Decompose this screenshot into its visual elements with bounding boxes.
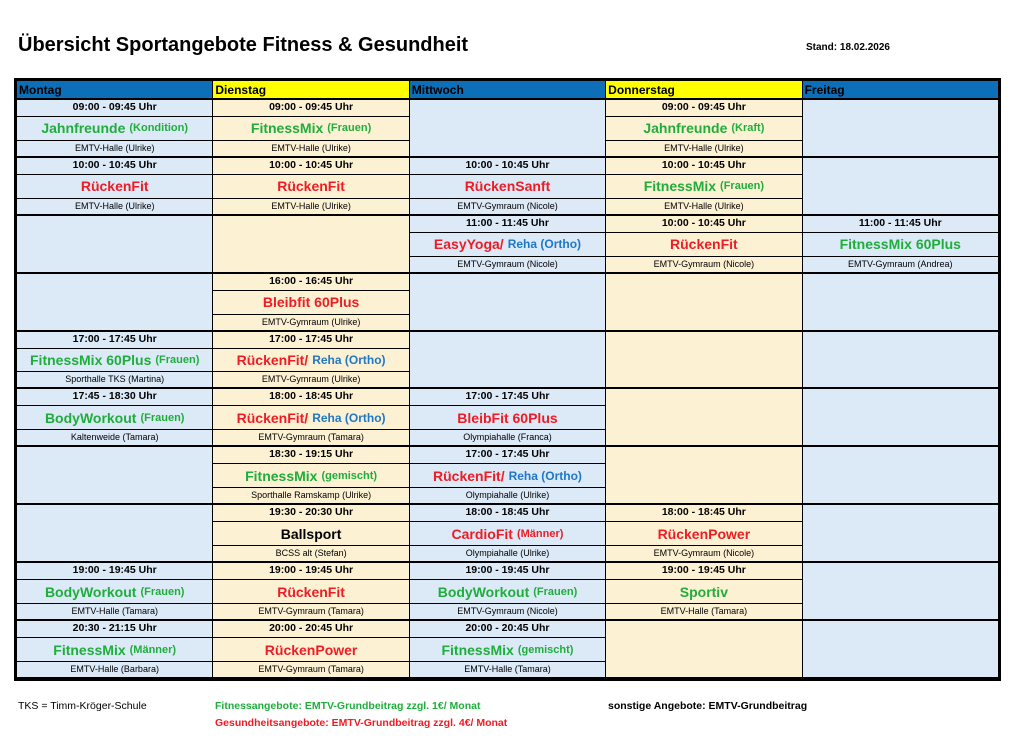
day-header-monday: Montag xyxy=(17,81,213,100)
course-card xyxy=(803,216,998,272)
stand-date: Stand: 18.02.2026 xyxy=(806,42,890,53)
course-time: 09:00 - 09:45 Uhr xyxy=(213,100,408,117)
course-name: FitnessMix xyxy=(441,641,514,658)
footnote-health-price: Gesundheitsangebote: EMTV-Grundbeitrag zzgl. 4€/ Monat xyxy=(215,717,508,729)
course-slot-wednesday xyxy=(409,504,605,562)
course-slot-thursday xyxy=(606,157,802,215)
course-location: EMTV-Halle (Ulrike) xyxy=(606,140,801,156)
empty-slot-monday xyxy=(17,215,213,273)
course-card xyxy=(606,563,801,619)
empty-slot-friday xyxy=(802,99,998,157)
course-title xyxy=(606,233,801,256)
course-card xyxy=(213,621,408,677)
course-title xyxy=(410,233,605,256)
course-time: 19:00 - 19:45 Uhr xyxy=(213,563,408,580)
empty-slot-monday xyxy=(17,273,213,331)
course-location: EMTV-Halle (Ulrike) xyxy=(213,198,408,214)
course-slot-tuesday xyxy=(213,504,409,562)
course-time: 18:00 - 18:45 Uhr xyxy=(213,389,408,406)
course-card xyxy=(17,389,212,445)
course-location: Olympiahalle (Ulrike) xyxy=(410,487,605,503)
course-card xyxy=(410,158,605,214)
course-name: FitnessMix xyxy=(245,467,318,484)
course-slot-wednesday xyxy=(409,157,605,215)
course-name: Jahnfreunde xyxy=(643,120,728,137)
course-slot-monday xyxy=(17,388,213,446)
course-location: Sporthalle Ramskamp (Ulrike) xyxy=(213,487,408,503)
course-location: Olympiahalle (Ulrike) xyxy=(410,545,605,561)
course-time: 19:00 - 19:45 Uhr xyxy=(606,563,801,580)
course-title xyxy=(213,522,408,545)
course-card xyxy=(213,158,408,214)
course-name: FitnessMix xyxy=(643,178,717,195)
course-time: 17:45 - 18:30 Uhr xyxy=(17,389,212,406)
header-row xyxy=(17,81,999,100)
course-title xyxy=(213,175,408,198)
course-name: Sportiv xyxy=(679,583,728,600)
empty-slot-friday xyxy=(802,331,998,389)
course-name: RückenFit/ xyxy=(236,409,309,426)
empty-slot-friday xyxy=(802,562,998,620)
footnote-tks: TKS = Timm-Kröger-Schule xyxy=(18,700,147,712)
course-time: 10:00 - 10:45 Uhr xyxy=(606,216,801,233)
course-slot-thursday xyxy=(606,562,802,620)
course-name: BodyWorkout xyxy=(437,583,530,600)
course-name: Jahnfreunde xyxy=(41,120,126,137)
course-location: EMTV-Halle (Barbara) xyxy=(17,661,212,677)
schedule-row xyxy=(17,157,999,215)
day-header-friday: Freitag xyxy=(802,81,998,100)
schedule-row xyxy=(17,273,999,331)
course-card xyxy=(17,158,212,214)
course-card xyxy=(213,332,408,388)
course-time: 20:30 - 21:15 Uhr xyxy=(17,621,212,638)
course-name: Bleibfit 60Plus xyxy=(262,294,360,311)
course-slot-tuesday xyxy=(213,562,409,620)
course-title xyxy=(17,406,212,429)
course-subtitle: (Frauen) xyxy=(327,122,372,135)
course-location: EMTV-Gymraum (Andrea) xyxy=(803,256,998,272)
empty-slot-thursday xyxy=(606,388,802,446)
course-title xyxy=(213,349,408,372)
course-title xyxy=(606,175,801,198)
course-time: 20:00 - 20:45 Uhr xyxy=(410,621,605,638)
course-card xyxy=(410,505,605,561)
course-card xyxy=(213,274,408,330)
course-slot-wednesday xyxy=(409,215,605,273)
schedule-row xyxy=(17,562,999,620)
course-slot-monday xyxy=(17,620,213,678)
course-card xyxy=(213,505,408,561)
empty-slot-monday xyxy=(17,446,213,504)
course-location: EMTV-Gymraum (Ulrike) xyxy=(213,314,408,330)
empty-slot-thursday xyxy=(606,331,802,389)
course-time: 17:00 - 17:45 Uhr xyxy=(410,447,605,464)
course-name: RückenFit xyxy=(670,236,738,253)
course-title xyxy=(17,349,212,372)
empty-slot-friday xyxy=(802,157,998,215)
course-card xyxy=(410,216,605,272)
course-card xyxy=(606,505,801,561)
course-slot-wednesday xyxy=(409,446,605,504)
course-time: 19:00 - 19:45 Uhr xyxy=(410,563,605,580)
empty-slot-friday xyxy=(802,273,998,331)
course-title xyxy=(213,580,408,603)
course-subtitle: Reha (Ortho) xyxy=(312,353,386,367)
course-time: 11:00 - 11:45 Uhr xyxy=(803,216,998,233)
course-title xyxy=(213,406,408,429)
course-card xyxy=(17,563,212,619)
course-time: 09:00 - 09:45 Uhr xyxy=(17,100,212,117)
course-title xyxy=(17,175,212,198)
course-slot-tuesday xyxy=(213,446,409,504)
course-location: EMTV-Halle (Ulrike) xyxy=(213,140,408,156)
course-title xyxy=(410,638,605,661)
empty-slot-friday xyxy=(802,620,998,678)
course-subtitle: (Männer) xyxy=(516,527,564,540)
course-slot-tuesday xyxy=(213,388,409,446)
course-time: 17:00 - 17:45 Uhr xyxy=(17,332,212,349)
course-time: 10:00 - 10:45 Uhr xyxy=(410,158,605,175)
course-time: 19:30 - 20:30 Uhr xyxy=(213,505,408,522)
course-slot-wednesday xyxy=(409,562,605,620)
empty-slot-wednesday xyxy=(409,273,605,331)
course-location: EMTV-Gymraum (Nicole) xyxy=(410,256,605,272)
course-card xyxy=(213,389,408,445)
day-header-tuesday: Dienstag xyxy=(213,81,409,100)
course-card xyxy=(606,100,801,156)
day-header-wednesday: Mittwoch xyxy=(409,81,605,100)
course-time: 18:30 - 19:15 Uhr xyxy=(213,447,408,464)
course-location: EMTV-Gymraum (Nicole) xyxy=(410,603,605,619)
schedule-row xyxy=(17,331,999,389)
schedule-row xyxy=(17,446,999,504)
course-location: Kaltenweide (Tamara) xyxy=(17,429,212,445)
course-name: FitnessMix 60Plus xyxy=(30,352,152,368)
course-location: EMTV-Gymraum (Tamara) xyxy=(213,661,408,677)
course-title xyxy=(803,233,998,256)
course-subtitle: (Frauen) xyxy=(140,411,185,424)
schedule-row xyxy=(17,215,999,273)
course-slot-tuesday xyxy=(213,99,409,157)
course-time: 10:00 - 10:45 Uhr xyxy=(606,158,801,175)
course-subtitle: (Frauen) xyxy=(533,585,578,598)
course-slot-monday xyxy=(17,562,213,620)
course-title xyxy=(213,464,408,487)
course-subtitle: (Männer) xyxy=(129,643,177,656)
course-title xyxy=(410,522,605,545)
course-name: FitnessMix 60Plus xyxy=(839,236,961,253)
course-subtitle: (Frauen) xyxy=(720,180,765,193)
footnote-fitness-price: Fitnessangebote: EMTV-Grundbeitrag zzgl. 1€/ Monat xyxy=(215,700,481,712)
footnote-other-price: sonstige Angebote: EMTV-Grundbeitrag xyxy=(608,700,808,712)
course-subtitle: Reha (Ortho) xyxy=(508,468,582,483)
course-title xyxy=(17,638,212,661)
course-subtitle: (Frauen) xyxy=(140,585,185,598)
course-location: EMTV-Halle (Tamara) xyxy=(606,603,801,619)
course-subtitle: Reha (Ortho) xyxy=(507,237,582,252)
course-subtitle: (Kraft) xyxy=(731,122,765,135)
course-name: RückenPower xyxy=(264,641,358,658)
empty-slot-wednesday xyxy=(409,331,605,389)
course-title xyxy=(213,638,408,661)
course-title xyxy=(606,580,801,603)
course-location: BCSS alt (Stefan) xyxy=(213,545,408,561)
course-name: BodyWorkout xyxy=(44,409,137,426)
course-subtitle: (Frauen) xyxy=(155,354,200,366)
course-slot-wednesday xyxy=(409,388,605,446)
empty-slot-tuesday xyxy=(213,215,409,273)
day-header-thursday: Donnerstag xyxy=(606,81,802,100)
course-slot-monday xyxy=(17,331,213,389)
course-time: 19:00 - 19:45 Uhr xyxy=(17,563,212,580)
course-subtitle: (gemischt) xyxy=(321,469,378,482)
schedule-row xyxy=(17,388,999,446)
course-card xyxy=(410,621,605,677)
course-card xyxy=(213,447,408,503)
empty-slot-friday xyxy=(802,504,998,562)
course-name: RückenPower xyxy=(657,525,751,542)
course-location: EMTV-Gymraum (Nicole) xyxy=(606,256,801,272)
course-location: EMTV-Halle (Ulrike) xyxy=(606,198,801,214)
course-card xyxy=(410,389,605,445)
course-location: EMTV-Halle (Tamara) xyxy=(17,603,212,619)
empty-slot-thursday xyxy=(606,446,802,504)
empty-slot-wednesday xyxy=(409,99,605,157)
course-location: EMTV-Gymraum (Tamara) xyxy=(213,429,408,445)
course-title xyxy=(410,580,605,603)
course-card xyxy=(410,563,605,619)
course-name: EasyYoga/ xyxy=(433,236,504,253)
course-location: EMTV-Halle (Tamara) xyxy=(410,661,605,677)
course-name: BleibFit 60Plus xyxy=(457,409,558,426)
schedule-row xyxy=(17,620,999,678)
course-card xyxy=(606,158,801,214)
empty-slot-thursday xyxy=(606,273,802,331)
course-title xyxy=(410,406,605,429)
course-slot-thursday xyxy=(606,99,802,157)
course-location: EMTV-Halle (Ulrike) xyxy=(17,198,212,214)
course-title xyxy=(606,522,801,545)
course-location: EMTV-Halle (Ulrike) xyxy=(17,140,212,156)
course-slot-wednesday xyxy=(409,620,605,678)
course-location: Sporthalle TKS (Martina) xyxy=(17,371,212,387)
course-time: 18:00 - 18:45 Uhr xyxy=(606,505,801,522)
course-subtitle: (gemischt) xyxy=(517,643,574,656)
course-card xyxy=(213,100,408,156)
course-name: FitnessMix xyxy=(53,641,126,658)
course-time: 09:00 - 09:45 Uhr xyxy=(606,100,801,117)
course-title xyxy=(410,464,605,487)
course-time: 18:00 - 18:45 Uhr xyxy=(410,505,605,522)
course-card xyxy=(17,100,212,156)
course-location: EMTV-Gymraum (Nicole) xyxy=(410,198,605,214)
course-slot-tuesday xyxy=(213,157,409,215)
course-card xyxy=(17,621,212,677)
course-slot-thursday xyxy=(606,215,802,273)
course-location: EMTV-Gymraum (Ulrike) xyxy=(213,371,408,387)
course-name: RückenFit/ xyxy=(433,467,505,484)
course-name: RückenSanft xyxy=(464,178,551,195)
empty-slot-thursday xyxy=(606,620,802,678)
course-name: RückenFit xyxy=(80,178,149,195)
course-time: 16:00 - 16:45 Uhr xyxy=(213,274,408,291)
course-time: 20:00 - 20:45 Uhr xyxy=(213,621,408,638)
course-name: BodyWorkout xyxy=(44,583,137,600)
course-name: RückenFit xyxy=(277,178,345,195)
course-slot-monday xyxy=(17,99,213,157)
course-time: 11:00 - 11:45 Uhr xyxy=(410,216,605,233)
course-card xyxy=(410,447,605,503)
course-name: RückenFit xyxy=(277,583,345,600)
schedule-row xyxy=(17,504,999,562)
course-subtitle: (Kondition) xyxy=(129,122,189,135)
course-time: 10:00 - 10:45 Uhr xyxy=(17,158,212,175)
course-name: Ballsport xyxy=(280,525,342,542)
course-card xyxy=(606,216,801,272)
course-time: 10:00 - 10:45 Uhr xyxy=(213,158,408,175)
empty-slot-friday xyxy=(802,388,998,446)
course-slot-thursday xyxy=(606,504,802,562)
course-title xyxy=(17,580,212,603)
empty-slot-friday xyxy=(802,446,998,504)
course-title xyxy=(213,291,408,314)
course-location: EMTV-Gymraum (Tamara) xyxy=(213,603,408,619)
course-name: FitnessMix xyxy=(250,120,324,137)
course-location: EMTV-Gymraum (Nicole) xyxy=(606,545,801,561)
course-slot-monday xyxy=(17,157,213,215)
course-location: Olympiahalle (Franca) xyxy=(410,429,605,445)
course-slot-friday xyxy=(802,215,998,273)
course-subtitle: Reha (Ortho) xyxy=(312,410,386,425)
course-time: 17:00 - 17:45 Uhr xyxy=(213,332,408,349)
course-title xyxy=(606,117,801,140)
course-title xyxy=(410,175,605,198)
schedule-row xyxy=(17,99,999,157)
page-title: Übersicht Sportangebote Fitness & Gesundheit xyxy=(18,34,469,56)
course-time: 17:00 - 17:45 Uhr xyxy=(410,389,605,406)
course-title xyxy=(17,117,212,140)
course-slot-tuesday xyxy=(213,620,409,678)
empty-slot-monday xyxy=(17,504,213,562)
course-slot-tuesday xyxy=(213,273,409,331)
course-name: RückenFit/ xyxy=(236,352,309,368)
schedule-table xyxy=(14,78,1001,681)
course-card xyxy=(213,563,408,619)
course-card xyxy=(17,332,212,388)
course-name: CardioFit xyxy=(451,525,513,542)
course-title xyxy=(213,117,408,140)
course-slot-tuesday xyxy=(213,331,409,389)
